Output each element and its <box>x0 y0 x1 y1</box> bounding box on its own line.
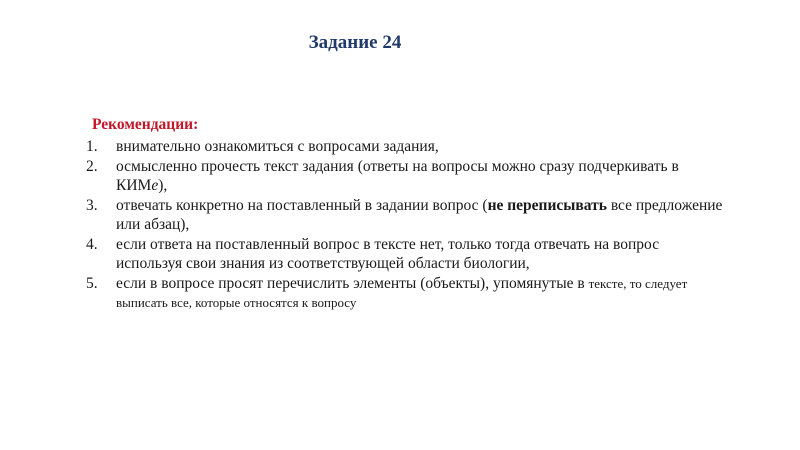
slide-title: Задание 24 <box>308 32 402 53</box>
recommendations-list <box>86 137 726 313</box>
list-item <box>86 157 726 196</box>
list-item-number: 1. <box>86 138 98 155</box>
list-item-text: если в вопросе просят перечислить элементы (объекты), упомянутые в <box>116 274 589 292</box>
list-item <box>86 235 726 274</box>
list-item-text: отвечать конкретно на поставленный в задании вопрос ( <box>116 196 488 214</box>
list-item-text-end: ), <box>158 177 168 194</box>
recommendations-heading: Рекомендации: <box>92 116 199 133</box>
list-item-number: 2. <box>86 157 98 175</box>
list-item-italic-text: е <box>151 177 159 194</box>
list-item-text: если ответа на поставленный вопрос в тексте нет, только тогда отвечать на вопрос используя свои знания из соответствующей области биологии, <box>116 235 660 272</box>
list-item-small-text: тексте, то следует выписать все, которые относятся к вопросу <box>116 275 688 310</box>
list-item-number: 4. <box>86 235 98 253</box>
list-item <box>86 196 726 235</box>
list-item <box>86 137 726 157</box>
list-item-text: внимательно ознакомиться с вопросами задания, <box>116 138 439 155</box>
list-item-number: 5. <box>86 274 98 292</box>
list-item-bold-text: не переписывать <box>487 196 607 214</box>
list-item-text-end: все предложение или абзац), <box>116 196 723 233</box>
list-item-number: 3. <box>86 196 98 214</box>
list-item-text: осмысленно прочесть текст задания (ответы на вопросы можно сразу подчеркивать в КИМ <box>116 157 679 194</box>
list-item <box>86 274 726 313</box>
